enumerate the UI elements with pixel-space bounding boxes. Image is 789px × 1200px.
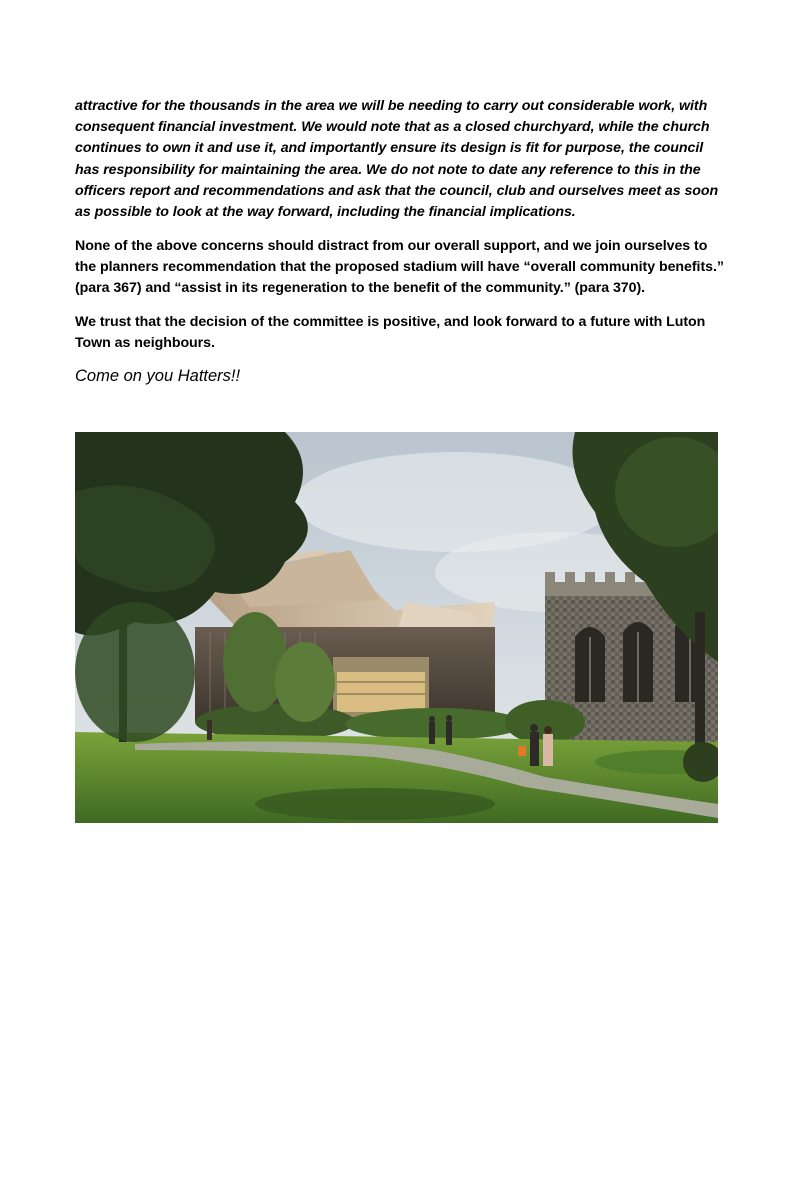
stadium-rendering-image xyxy=(75,432,718,823)
paragraph-churchyard-maintenance: attractive for the thousands in the area we will be needing to carry out considerable work, with consequent financial investment. We would note that as a closed churchyard, while the church continues to own it and use it, and importantly ensure its design is fit for purpose, the council has responsibility for maintaining the area. We do not note to date any reference to this in the officers report and recommendations and ask that the council, club and ourselves meet as soon as possible to look at the way forward, including the financial implications. xyxy=(75,98,719,221)
signoff-text: Come on you Hatters!! xyxy=(75,367,241,385)
paragraph-overall-support: None of the above concerns should distract from our overall support, and we join ourselves to the planners recommendation that the proposed stadium will have “overall community benefits.” (para 367) and “assist in its regeneration to the benefit of the community.” (para 370). xyxy=(75,238,724,297)
paragraph-committee-decision: We trust that the decision of the committee is positive, and look forward to a future with Luton Town as neighbours. xyxy=(75,314,706,352)
